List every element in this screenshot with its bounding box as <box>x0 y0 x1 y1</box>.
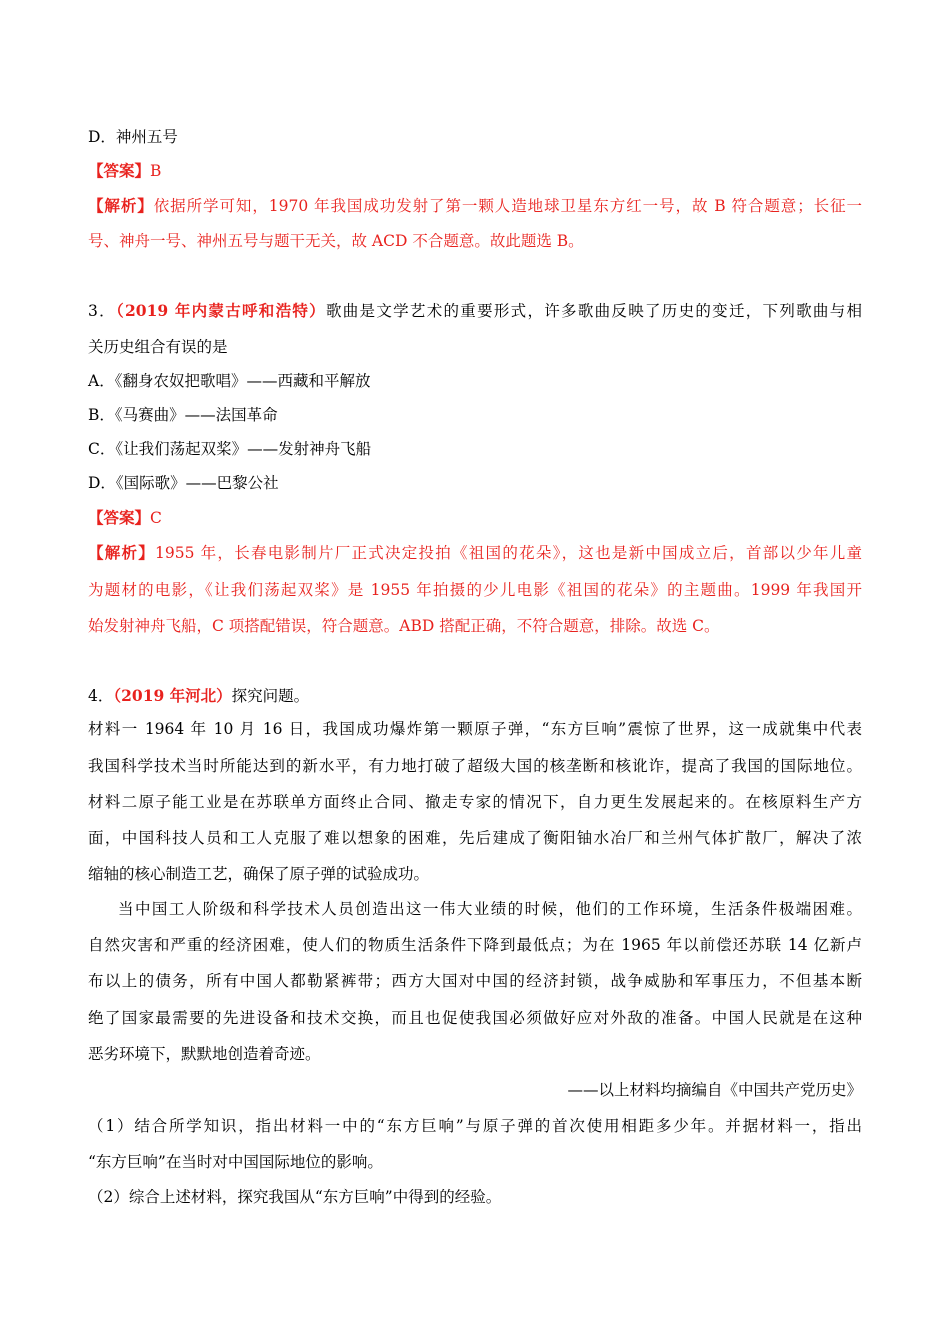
subquestion-1-line1: （1）结合所学知识，指出材料一中的“东方巨响”与原子弹的首次使用相距多少年。并据材料一，指出 <box>88 1117 862 1135</box>
analysis-text: 依据所学可知，1970 年我国成功发射了第一颗人造地球卫星东方红一号，故 B 符合题意；长征一 <box>153 197 862 215</box>
question-stem: 探究问题。 <box>231 687 310 705</box>
answer-tag: 【答案】 <box>88 508 151 527</box>
analysis-tag: 【解析】 <box>88 196 154 215</box>
q3-stem-line1 <box>88 301 862 321</box>
analysis-tag: 【解析】 <box>88 543 156 562</box>
paragraph-line5: 恶劣环境下，默默地创造着奇迹。 <box>88 1045 321 1063</box>
q3-analysis-line2: 为题材的电影，《让我们荡起双桨》是 1955 年拍摄的少儿电影《祖国的花朵》的主题曲。1999 年我国开 <box>88 581 862 599</box>
paragraph-line3: 布以上的债务，所有中国人都勒紧裤带；西方大国对中国的经济封锁，战争威胁和军事压力，不但基本断 <box>88 972 862 990</box>
analysis-text: 1955 年，长春电影制片厂正式决定投拍《祖国的花朵》，这也是新中国成立后，首部以少年儿童 <box>155 544 862 562</box>
q4-stem <box>88 686 309 706</box>
material-2-line3: 缩轴的核心制造工艺，确保了原子弹的试验成功。 <box>88 865 430 883</box>
answer-value: C <box>150 509 162 527</box>
q2-option-d: D．神州五号 <box>88 128 178 146</box>
question-number: 4． <box>88 687 114 705</box>
subquestion-2: （2）综合上述材料，探究我国从“东方巨响”中得到的经验。 <box>88 1188 502 1206</box>
q3-stem-line2: 关历史组合有误的是 <box>88 338 228 356</box>
answer-value: B <box>150 162 162 180</box>
question-number: 3． <box>88 302 116 320</box>
question-source: （2019 年内蒙古呼和浩特） <box>115 301 326 320</box>
paragraph-line1: 当中国工人阶级和科学技术人员创造出这一伟大业绩的时候，他们的工作环境，生活条件极端困难。 <box>118 900 862 918</box>
material-1-line2: 我国科学技术当时所能达到的新水平，有力地打破了超级大国的核垄断和核讹诈，提高了我国的国际地位。 <box>88 757 862 775</box>
q3-option-d: D．《国际歌》——巴黎公社 <box>88 474 279 492</box>
q3-analysis-line3: 始发射神舟飞船，C 项搭配错误，符合题意。ABD 搭配正确，不符合题意，排除。故选 C。 <box>88 617 720 635</box>
q2-analysis-line2: 号、神舟一号、神州五号与题干无关，故 ACD 不合题意。故此题选 B。 <box>88 232 584 250</box>
material-2-line2: 面，中国科技人员和工人克服了难以想象的困难，先后建成了衡阳铀水冶厂和兰州气体扩散厂，解决了浓 <box>88 829 862 847</box>
material-1-line1: 材料一 1964 年 10 月 16 日，我国成功爆炸第一颗原子弹，“东方巨响”震惊了世界，这一成就集中代表 <box>88 720 862 738</box>
q3-option-c: C．《让我们荡起双桨》——发射神舟飞船 <box>88 440 372 458</box>
q3-analysis-line1 <box>88 543 862 563</box>
q3-option-a: A．《翻身农奴把歌唱》——西藏和平解放 <box>88 372 371 390</box>
paragraph-line2: 自然灾害和严重的经济困难，使人们的物质生活条件下降到最低点；为在 1965 年以前偿还苏联 14 亿新卢 <box>88 936 862 954</box>
q3-answer <box>88 508 162 528</box>
material-source-note: ——以上材料均摘编自《中国共产党历史》 <box>567 1081 862 1099</box>
answer-tag: 【答案】 <box>88 161 151 180</box>
question-stem: 歌曲是文学艺术的重要形式，许多歌曲反映了历史的变迁，下列歌曲与相 <box>325 302 862 320</box>
q2-analysis-line1 <box>88 196 862 216</box>
q2-answer <box>88 161 161 181</box>
material-2-line1: 材料二原子能工业是在苏联单方面终止合同、撤走专家的情况下，自力更生发展起来的。在核原料生产方 <box>88 793 862 811</box>
subquestion-1-line2: “东方巨响”在当时对中国国际地位的影响。 <box>88 1153 383 1171</box>
q3-option-b: B．《马赛曲》——法国革命 <box>88 406 278 424</box>
question-source: （2019 年河北） <box>113 686 232 705</box>
paragraph-line4: 绝了国家最需要的先进设备和技术交换，而且也促使我国必须做好应对外敌的准备。中国人民就是在这种 <box>88 1009 862 1027</box>
